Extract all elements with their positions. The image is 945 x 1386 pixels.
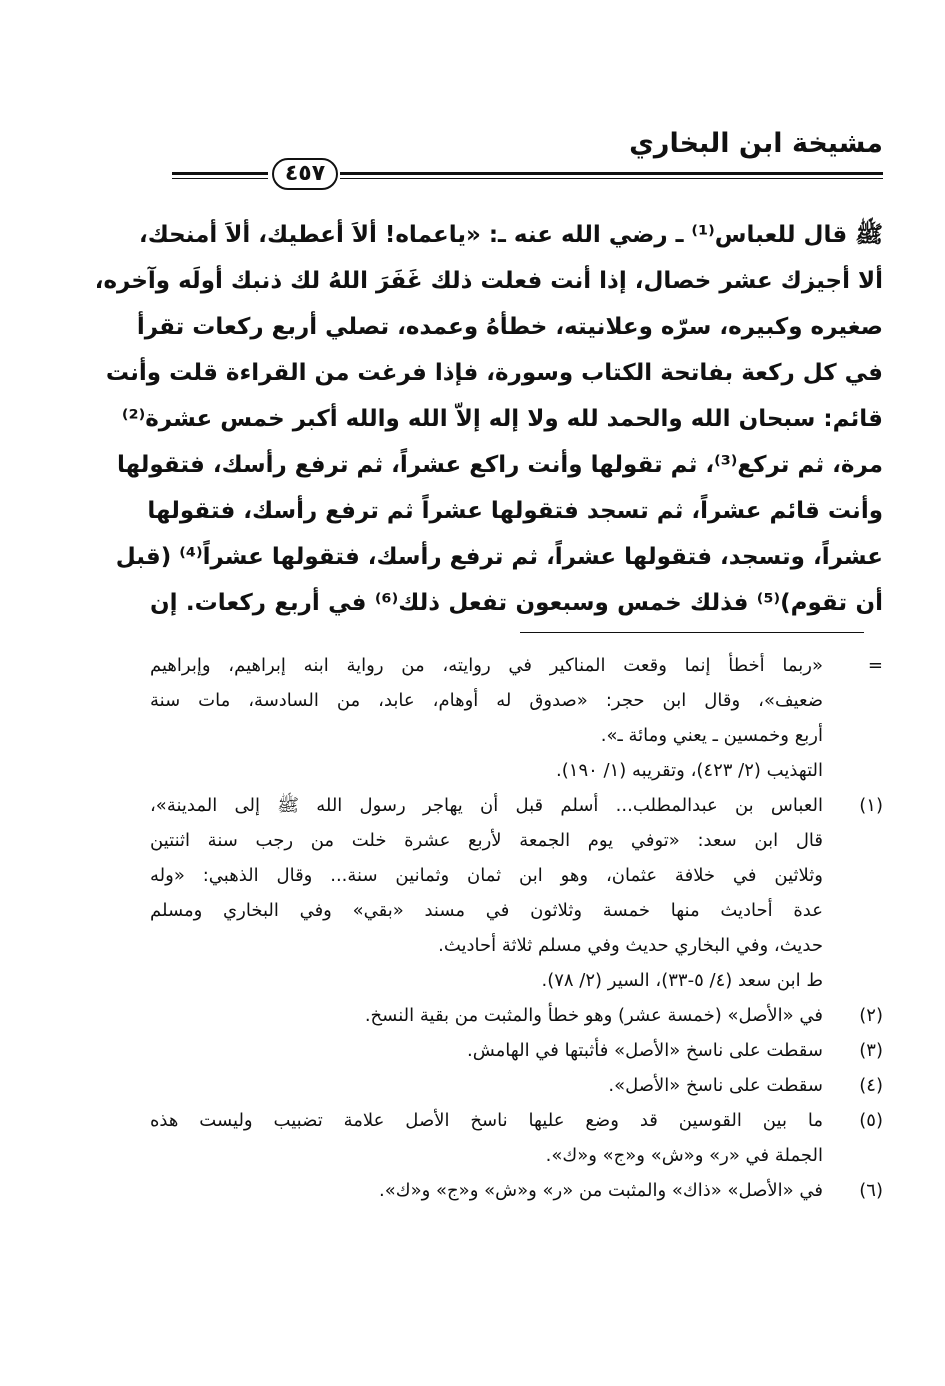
footnote-line (150, 648, 883, 683)
main-text-line: قائم: سبحان الله والحمد لله ولا إله إلاّ الله والله أكبر خمس عشرة⁽²⁾ (121, 406, 883, 432)
footnote-text: العباس بن عبدالمطلب... أسلم قبل أن يهاجر رسول الله ﷺ إلى المدينة»، (150, 795, 823, 816)
footnote-line (150, 1068, 883, 1103)
footnote-text: عدة أحاديث منها خمسة وثلاثون في مسند «بقي» وفي البخاري ومسلم (150, 900, 823, 921)
footnote-number: (٣) (859, 1040, 883, 1061)
footnote-text: الجملة في «ر» و«ش» و«ج» و«ك». (545, 1145, 823, 1166)
running-header-title: مشيخة ابن البخاري (629, 128, 883, 159)
footnote-number: (٢) (859, 1005, 883, 1026)
main-text-line: ﷺ قال للعباس⁽¹⁾ ـ رضي الله عنه ـ: «ياعماه! ألاَ أعطيك، ألاَ أمنحك، (139, 222, 883, 248)
footnote-line (150, 718, 883, 753)
footnote-text: «ربما أخطأ إنما وقعت المناكير في روايته، من رواية ابنه إبراهيم، وإبراهيم (150, 655, 823, 676)
footnote-text: ما بين القوسين قد وضع عليها ناسخ الأصل علامة تضبيب وليست هذه (150, 1110, 823, 1131)
footnote-text: وثلاثين في خلافة عثمان، وهو ابن ثمان وثمانين سنة... وقال الذهبي: «وله (150, 865, 823, 886)
footnote-line (150, 1173, 883, 1208)
footnote-number: = (867, 655, 883, 676)
header-rule-thin (340, 178, 883, 179)
footnote-line (150, 788, 883, 823)
footnote-number: (١) (859, 795, 883, 816)
footnotes (150, 648, 883, 1208)
main-text-line: صغيره وكبيره، سرّه وعلانيته، خطأهُ وعمده، تصلي أربع ركعات تقرأ (136, 314, 883, 340)
footnote-text: قال ابن سعد: «توفي يوم الجمعة لأربع عشرة خلت من رجب سنة اثنتين (150, 830, 823, 851)
footnote-line (150, 753, 883, 788)
header-rule (340, 172, 883, 175)
footnote-text: سقطت على ناسخ «الأصل». (608, 1075, 823, 1096)
main-body-text (94, 212, 883, 626)
main-text-line: في كل ركعة بفاتحة الكتاب وسورة، فإذا فرغت من القراءة قلت وأنت (105, 360, 883, 386)
header-rule-left-thin (172, 178, 268, 179)
footnote-line (150, 998, 883, 1033)
main-text-line: أن تقوم)⁽⁵⁾ فذلك خمس وسبعون تفعل ذلك⁽⁶⁾ في أربع ركعات. إن (150, 590, 883, 616)
footnote-line (150, 963, 883, 998)
main-text-line: وأنت قائم عشراً، ثم تسجد فتقولها عشراً ثم ترفع رأسك، فتقولها (147, 498, 883, 524)
footnote-text: حديث، وفي البخاري حديث وفي مسلم ثلاثة أحاديث. (438, 935, 823, 956)
footnote-text: التهذيب (٢/ ٤٢٣)، وتقريبه (١/ ١٩٠). (556, 760, 823, 781)
footnote-line (150, 893, 883, 928)
footnote-text: أربع وخمسين ـ يعني ومائة ـ». (600, 725, 823, 746)
main-text-line: مرة، ثم تركع⁽³⁾، ثم تقولها وأنت راكع عشراً، ثم ترفع رأسك، فتقولها (116, 452, 883, 478)
footnote-text: ط ابن سعد (٤/ ٥-٣٣)، السير (٢/ ٧٨). (541, 970, 823, 991)
footnote-number: (٤) (859, 1075, 883, 1096)
page-number: ٤٥٧ (272, 158, 338, 190)
footnote-text: في «الأصل» «ذاك» والمثبت من «ر» و«ش» و«ج» و«ك». (379, 1180, 823, 1201)
footnote-text: سقطت على ناسخ «الأصل» فأثبتها في الهامش. (467, 1040, 823, 1061)
footnote-line (150, 1138, 883, 1173)
footnote-separator (520, 632, 864, 633)
footnote-number: (٥) (859, 1110, 883, 1131)
footnote-text: ضعيف»، وقال ابن حجر: «صدوق له أوهام، عابد، من السادسة، مات سنة (150, 690, 823, 711)
main-text-line: عشراً، وتسجد، فتقولها عشراً، ثم ترفع رأسك، فتقولها عشراً⁽⁴⁾ (قبل (115, 544, 883, 570)
footnote-number: (٦) (859, 1180, 883, 1201)
footnote-line (150, 858, 883, 893)
main-text-line: ألا أجيزك عشر خصال، إذا أنت فعلت ذلك غَفَرَ اللهُ لك ذنبك أولَه وآخره، (94, 268, 883, 294)
footnote-line (150, 683, 883, 718)
footnote-text: في «الأصل» (خمسة عشر) وهو خطأ والمثبت من بقية النسخ. (364, 1005, 823, 1026)
footnote-line (150, 928, 883, 963)
footnote-line (150, 1033, 883, 1068)
footnote-line (150, 823, 883, 858)
header-rule-left (172, 172, 268, 175)
footnote-line (150, 1103, 883, 1138)
